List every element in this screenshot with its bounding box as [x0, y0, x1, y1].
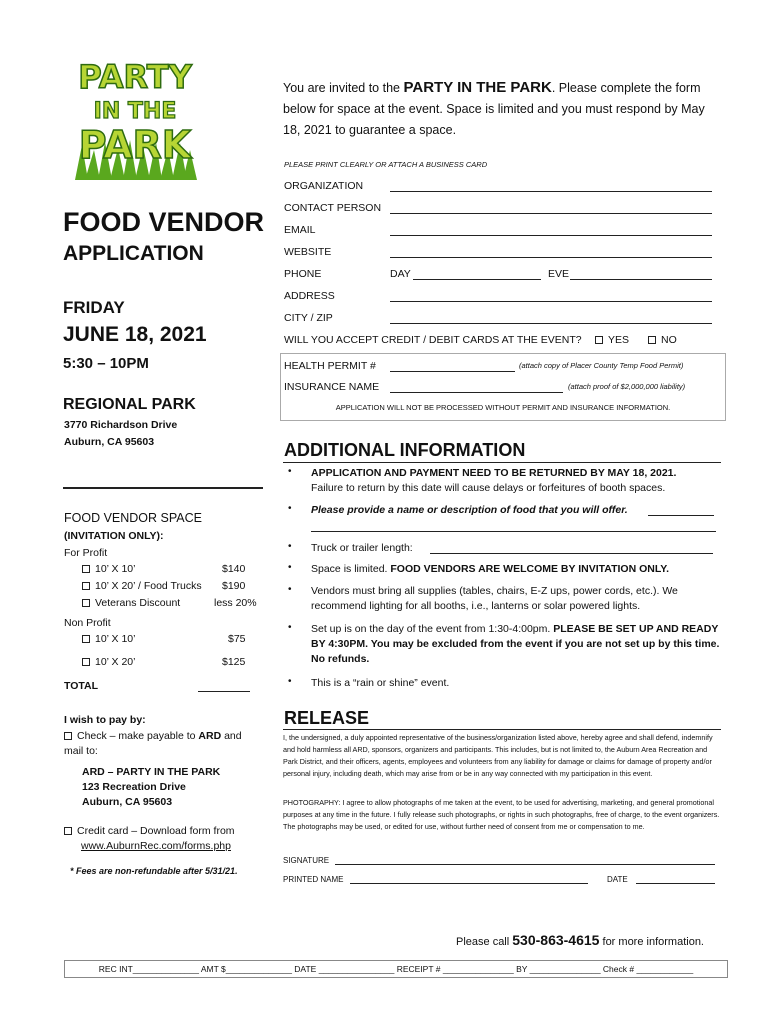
- food-description-prompt: Please provide a name or description of food that you will offer.: [311, 504, 628, 516]
- contact-info: Please call 530-863-4615 for more information.: [456, 932, 704, 948]
- food-description-field[interactable]: [648, 515, 714, 516]
- venue-city: Auburn, CA 95603: [64, 436, 155, 448]
- bullet-dot-1: •: [288, 466, 292, 477]
- cards-no-checkbox[interactable]: NO: [648, 334, 677, 346]
- food-description-field-2[interactable]: [311, 531, 716, 532]
- non-profit-label: Non Profit: [64, 617, 111, 629]
- setup-note: Set up is on the day of the event from 1:30-4:00pm. PLEASE BE SET UP AND READY BY 4:30PM. You may be excluded from the event if you are not set up by this time. No refunds.: [311, 623, 720, 665]
- printed-name-label: PRINTED NAME: [283, 875, 344, 884]
- veterans-discount: less 20%: [214, 597, 257, 609]
- np-10x20-checkbox[interactable]: 10’ X 20’: [82, 656, 135, 668]
- svg-text:PARTY: PARTY: [78, 58, 192, 96]
- credit-card-checkbox[interactable]: Credit card – Download form from: [64, 825, 235, 837]
- photography-text: PHOTOGRAPHY: I agree to allow photographs of me taken at the event, to be used for advertising, marketing, and general promotional purposes at any time in the future. I fully release such photographs, or rights in such photographs, free of charge, to the event organizers. The photographs may be used, or edited for use, without further need of consent from me or compensation to me.: [283, 798, 720, 831]
- cards-question: WILL YOU ACCEPT CREDIT / DEBIT CARDS AT THE EVENT?: [284, 334, 582, 346]
- printed-name-field[interactable]: [350, 883, 588, 884]
- insurance-label: INSURANCE NAME: [284, 381, 380, 393]
- bullet-dot-2: •: [288, 503, 292, 514]
- health-permit-field[interactable]: [390, 371, 515, 372]
- np-10x10-checkbox[interactable]: 10’ X 10’: [82, 633, 135, 645]
- event-time: 5:30 – 10PM: [63, 355, 149, 372]
- city-field[interactable]: [390, 323, 712, 324]
- venue-street: 3770 Richardson Drive: [64, 419, 178, 431]
- fp-10x10-checkbox[interactable]: 10’ X 10’: [82, 563, 135, 575]
- organization-label: ORGANIZATION: [284, 180, 364, 192]
- contact-field[interactable]: [390, 213, 712, 214]
- bullet-dot-5: •: [288, 584, 292, 595]
- day-phone-field[interactable]: [413, 279, 541, 280]
- health-permit-note: (attach copy of Placer County Temp Food Permit): [519, 361, 684, 370]
- signature-label: SIGNATURE: [283, 856, 330, 865]
- application-title: APPLICATION: [63, 242, 204, 265]
- np-10x10-price: $75: [228, 633, 246, 645]
- organization-field[interactable]: [390, 191, 712, 192]
- insurance-field[interactable]: [390, 392, 563, 393]
- email-field[interactable]: [390, 235, 712, 236]
- truck-length-field[interactable]: [430, 553, 713, 554]
- bullet-dot-7: •: [288, 676, 292, 687]
- event-venue: REGIONAL PARK: [63, 396, 196, 413]
- mail-line2: 123 Recreation Drive: [82, 781, 186, 793]
- office-use-bar: REC INT______________ AMT $______________ DATE ________________ RECEIPT # _______________ BY _______________ Check # ____________: [64, 960, 728, 978]
- space-limited: Space is limited. FOOD VENDORS ARE WELCOME BY INVITATION ONLY.: [311, 563, 670, 575]
- bullet-dot-6: •: [288, 622, 292, 633]
- pay-title: I wish to pay by:: [64, 714, 146, 726]
- fees-note: * Fees are non-refundable after 5/31/21.: [70, 866, 238, 876]
- veterans-checkbox[interactable]: Veterans Discount: [82, 597, 180, 609]
- svg-text:IN THE: IN THE: [93, 99, 177, 124]
- vendor-space-title: FOOD VENDOR SPACE: [64, 511, 202, 525]
- fp-10x10-price: $140: [222, 563, 246, 575]
- invitation-only: (INVITATION ONLY):: [64, 530, 164, 542]
- additional-info-title: ADDITIONAL INFORMATION: [284, 440, 526, 460]
- insurance-note: (attach proof of $2,000,000 liability): [568, 382, 686, 391]
- check-checkbox[interactable]: Check – make payable to ARD and mail to:: [64, 730, 242, 757]
- truck-length-label: Truck or trailer length:: [311, 542, 413, 554]
- release-title: RELEASE: [284, 708, 370, 728]
- cards-yes-checkbox[interactable]: YES: [595, 334, 629, 346]
- return-deadline: APPLICATION AND PAYMENT NEED TO BE RETURNED BY MAY 18, 2021. Failure to return by this date will cause delays or forfeitures of booth spaces.: [311, 467, 677, 494]
- rain-or-shine: This is a “rain or shine” event.: [311, 677, 450, 689]
- intro-text: You are invited to the PARTY IN THE PARK. Please complete the form below for space at the event. Space is limited and you must respond by May 18, 2021 to guarantee a space.: [283, 79, 705, 137]
- date-field[interactable]: [636, 883, 715, 884]
- fp-10x20-checkbox[interactable]: 10’ X 20’ / Food Trucks: [82, 580, 202, 592]
- address-label: ADDRESS: [284, 290, 335, 302]
- party-in-the-park-logo: [70, 50, 200, 180]
- permit-warning: APPLICATION WILL NOT BE PROCESSED WITHOUT PERMIT AND INSURANCE INFORMATION.: [335, 403, 671, 412]
- additional-divider: [283, 462, 721, 463]
- signature-field[interactable]: [335, 864, 715, 865]
- bullet-dot-4: •: [288, 562, 292, 573]
- eve-label: EVE: [548, 268, 570, 280]
- release-text: I, the undersigned, a duly appointed representative of the business/organization listed above, hereby agree and shall defend, indemnify and hold harmless all ARD, sponsors, organizers and participants. This includes, but is not limited to, the Auburn Area Recreation and Park District, and their officers, agents, employees and volunteers from any liability for damage or claims for damage of property and/or personal injury, including death, which may arise from or be in any way connected with my participation in this event.: [283, 733, 713, 778]
- event-day: FRIDAY: [63, 298, 125, 317]
- contact-label: CONTACT PERSON: [284, 202, 382, 214]
- total-field[interactable]: [198, 691, 250, 692]
- np-10x20-price: $125: [222, 656, 246, 668]
- for-profit-label: For Profit: [64, 547, 108, 559]
- city-label: CITY / ZIP: [284, 312, 333, 324]
- left-divider: [63, 487, 263, 489]
- svg-text:PARK: PARK: [78, 123, 192, 167]
- total-label: TOTAL: [64, 680, 99, 692]
- health-permit-label: HEALTH PERMIT #: [284, 360, 376, 372]
- mail-line3: Auburn, CA 95603: [82, 796, 173, 808]
- eve-phone-field[interactable]: [570, 279, 712, 280]
- print-note: PLEASE PRINT CLEARLY OR ATTACH A BUSINESS CARD: [284, 160, 488, 169]
- phone-label: PHONE: [284, 268, 322, 280]
- food-vendor-title: FOOD VENDOR: [63, 207, 265, 237]
- address-field[interactable]: [390, 301, 712, 302]
- event-date: JUNE 18, 2021: [63, 323, 207, 346]
- supplies-note: Vendors must bring all supplies (tables, chairs, E-Z ups, power cords, etc.). We recommend lighting for all booths, i.e., lanterns or solar powered lights.: [311, 585, 678, 612]
- mail-line1: ARD – PARTY IN THE PARK: [82, 766, 221, 778]
- date-label: DATE: [607, 875, 628, 884]
- website-field[interactable]: [390, 257, 712, 258]
- forms-link[interactable]: www.AuburnRec.com/forms.php: [81, 840, 231, 852]
- bullet-dot-3: •: [288, 541, 292, 552]
- website-label: WEBSITE: [284, 246, 332, 258]
- fp-10x20-price: $190: [222, 580, 246, 592]
- email-label: EMAIL: [284, 224, 316, 236]
- day-label: DAY: [390, 268, 411, 280]
- release-divider: [283, 729, 721, 730]
